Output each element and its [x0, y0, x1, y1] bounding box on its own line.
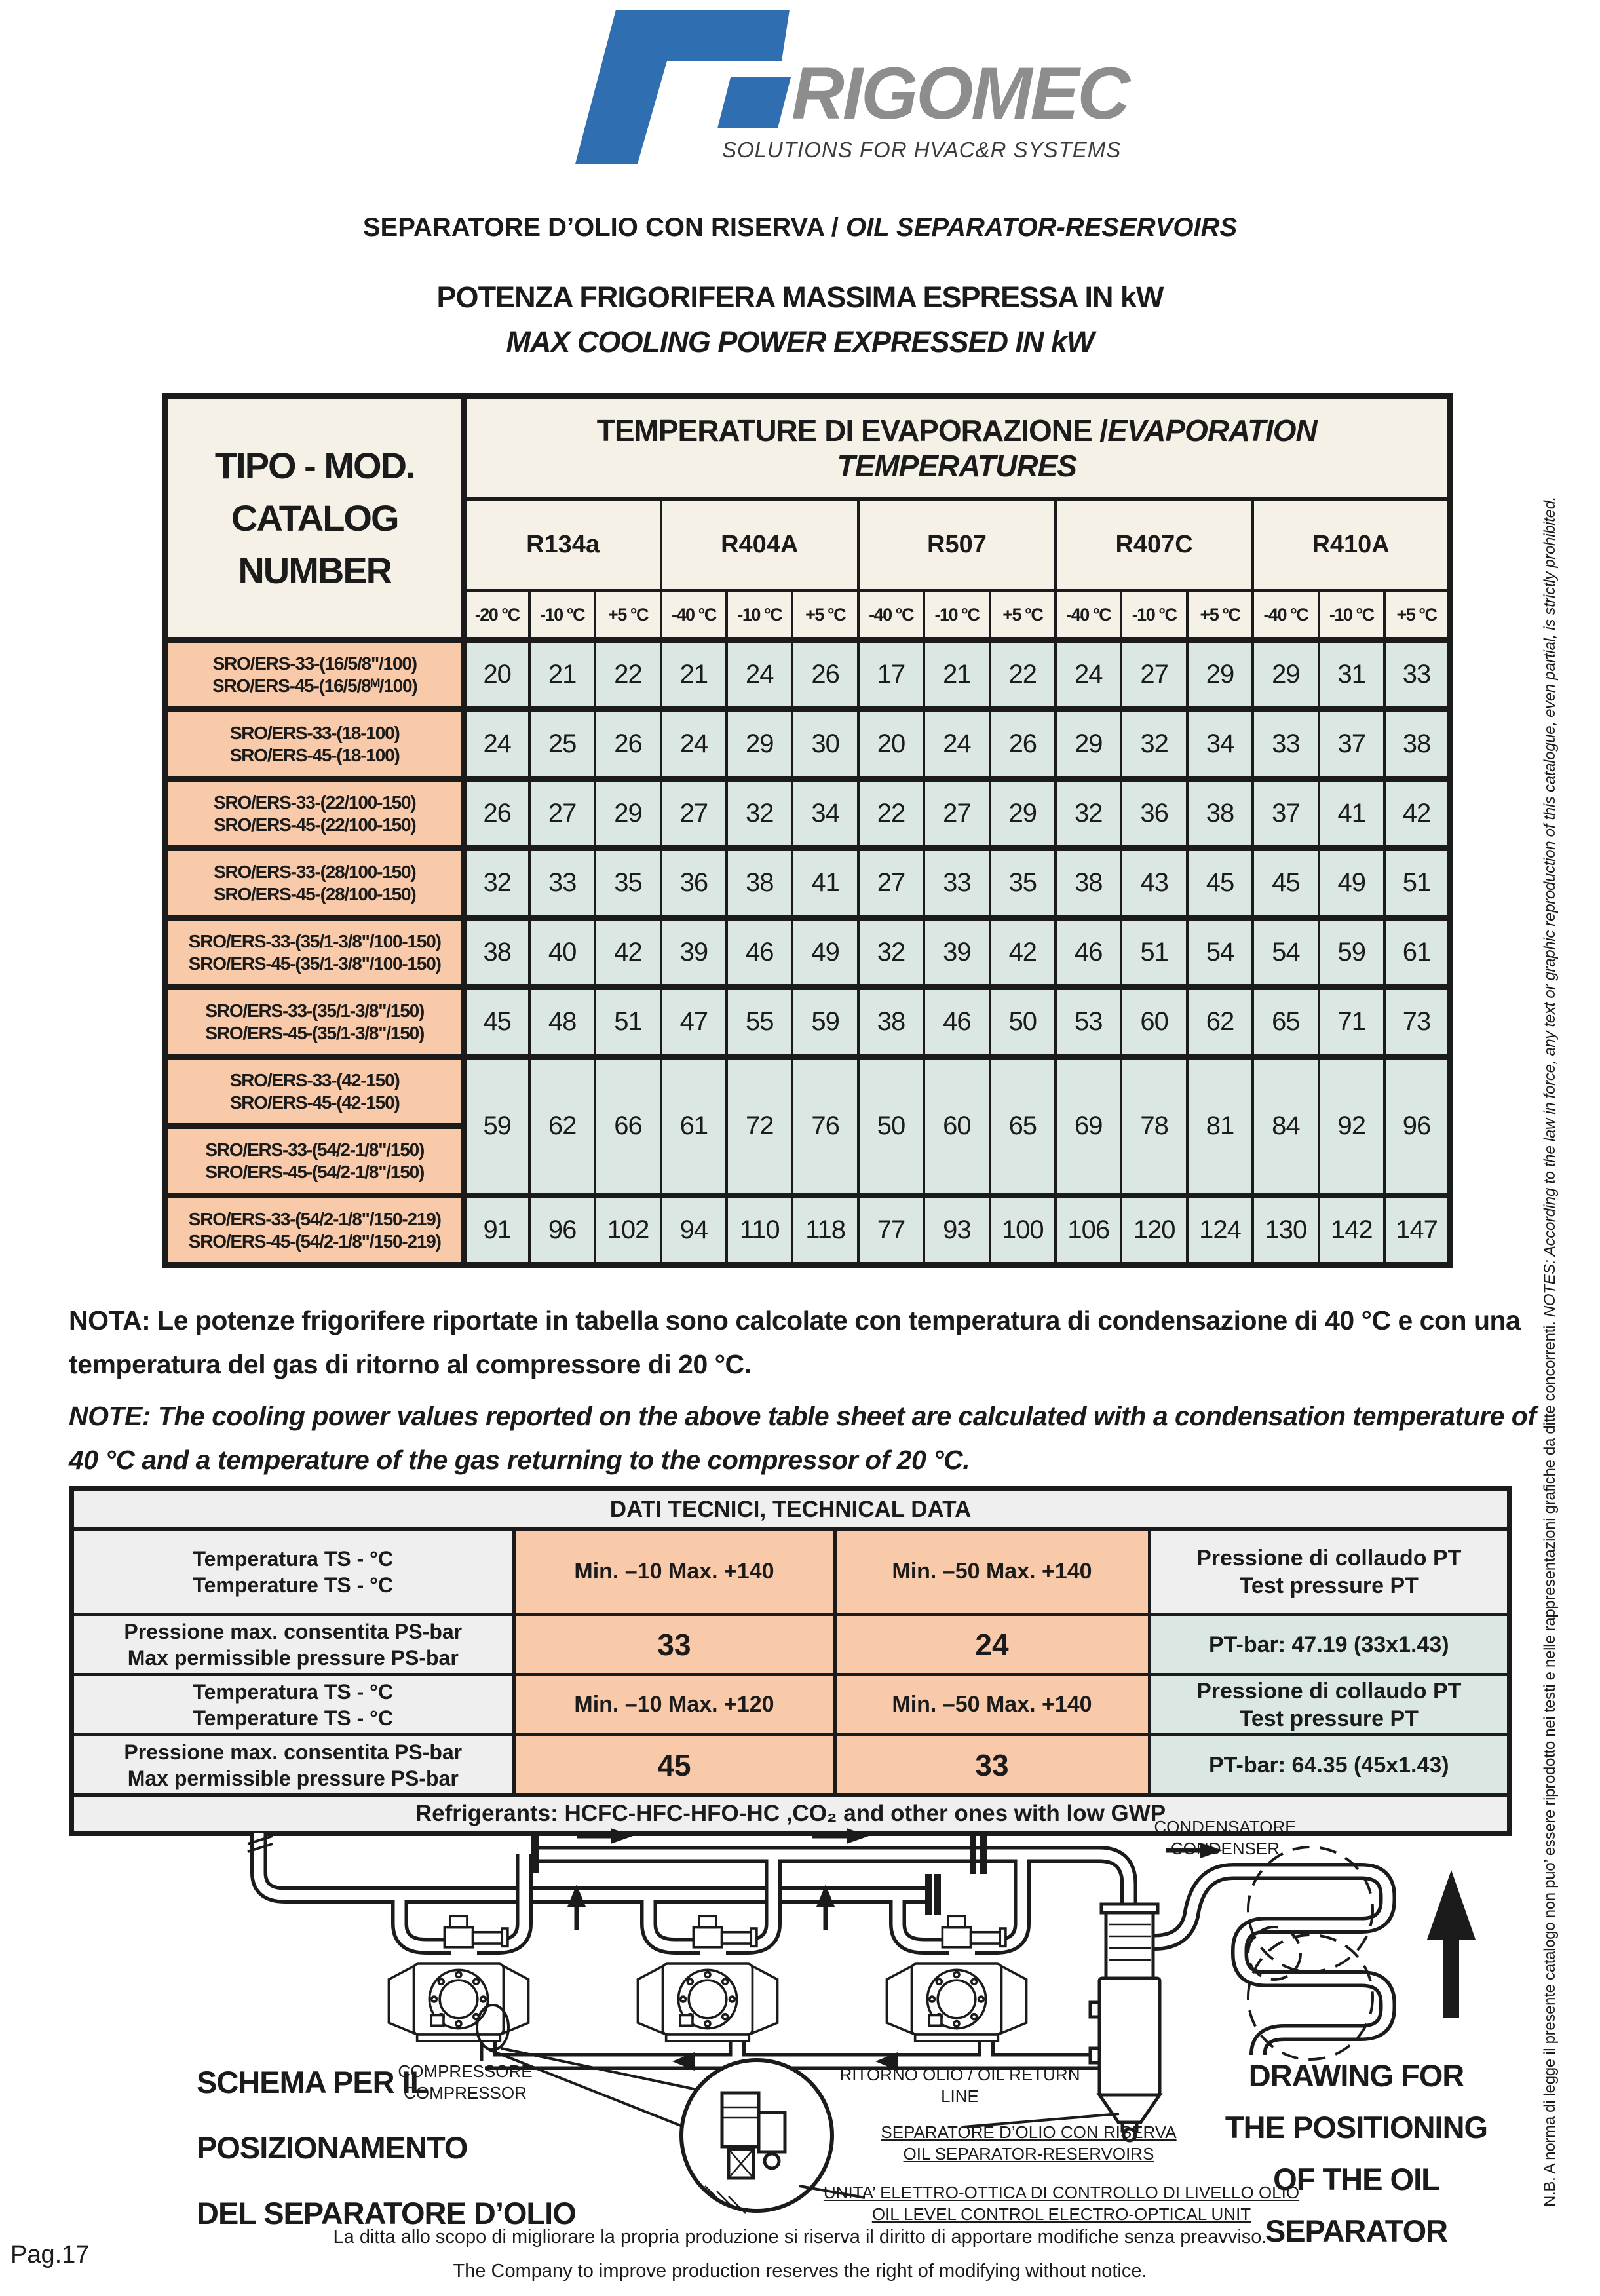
value-cell: 41: [792, 849, 858, 918]
tech-value: 24: [835, 1615, 1149, 1675]
value-cell: 53: [1056, 987, 1121, 1057]
tech-right: PT-bar: 64.35 (45x1.43): [1149, 1735, 1510, 1795]
value-cell: 54: [1253, 918, 1318, 987]
value-cell: 20: [464, 640, 529, 710]
value-cell: 51: [1121, 918, 1187, 987]
value-cell: 40: [529, 918, 595, 987]
value-cell: 77: [858, 1196, 924, 1265]
tech-label: Temperatura TS - °C Temperature TS - °C: [71, 1529, 514, 1615]
evaporation-header: TEMPERATURE DI EVAPORAZIONE /EVAPORATION TEMPERATURES: [464, 396, 1451, 499]
value-cell: 54: [1187, 918, 1253, 987]
value-cell: 21: [529, 640, 595, 710]
value-cell: 96: [529, 1196, 595, 1265]
value-cell: 26: [990, 710, 1056, 779]
value-cell: 43: [1121, 849, 1187, 918]
value-cell: 38: [1187, 779, 1253, 849]
tech-right: Pressione di collaudo PT Test pressure PT: [1149, 1675, 1510, 1735]
copyright-side-note: N.B. A norma di legge il presente catalogo non puo’ essere riprodotto nei testi e nelle rappresentazioni grafiche da ditte concorrenti. NOTES: According to the law in force, any text or graphic reproduction of this catalogue, even partial, is strictly prohibited.: [1541, 496, 1559, 2207]
value-cell: 33: [529, 849, 595, 918]
value-cell: 47: [661, 987, 727, 1057]
tech-value: 33: [514, 1615, 835, 1675]
value-cell: 59: [792, 987, 858, 1057]
corner-header: [166, 396, 464, 640]
oil-return-label: RITORNO OLIO / OIL RETURN LINE: [839, 2065, 1080, 2106]
value-cell: 36: [661, 849, 727, 918]
value-cell: 29: [1187, 640, 1253, 710]
page-title: [0, 213, 1600, 242]
value-cell: 34: [1187, 710, 1253, 779]
model-cell: SRO/ERS-33-(22/100-150) SRO/ERS-45-(22/100-150): [166, 779, 464, 849]
value-cell: 120: [1121, 1196, 1187, 1265]
tech-value: Min. –10 Max. +120: [514, 1675, 835, 1735]
value-cell: 48: [529, 987, 595, 1057]
value-cell: 130: [1253, 1196, 1318, 1265]
value-cell: 32: [1121, 710, 1187, 779]
value-cell: 29: [1253, 640, 1318, 710]
value-cell: 124: [1187, 1196, 1253, 1265]
model-cell: SRO/ERS-33-(28/100-150) SRO/ERS-45-(28/100-150): [166, 849, 464, 918]
value-cell: 25: [529, 710, 595, 779]
model-cell: SRO/ERS-33-(42-150) SRO/ERS-45-(42-150): [166, 1057, 464, 1126]
value-cell: 24: [464, 710, 529, 779]
logo-brand: RIGOMEC: [791, 52, 1129, 134]
separator-label: SEPARATORE D’OLIO CON RISERVA OIL SEPARATOR-RESERVOIRS: [881, 2122, 1177, 2164]
tech-label: Pressione max. consentita PS-bar Max permissible pressure PS-bar: [71, 1615, 514, 1675]
condenser-label: CONDENSATORE CONDENSER: [1154, 1817, 1297, 1858]
value-cell: 93: [924, 1196, 989, 1265]
value-cell: 41: [1319, 779, 1384, 849]
value-cell: 34: [792, 779, 858, 849]
value-cell: 38: [727, 849, 792, 918]
value-cell: 27: [858, 849, 924, 918]
value-cell: 36: [1121, 779, 1187, 849]
value-cell: 72: [727, 1057, 792, 1196]
value-cell: 78: [1121, 1057, 1187, 1196]
value-cell: 27: [529, 779, 595, 849]
value-cell: 76: [792, 1057, 858, 1196]
value-cell: 29: [990, 779, 1056, 849]
value-cell: 55: [727, 987, 792, 1057]
value-cell: 118: [792, 1196, 858, 1265]
value-cell: 39: [661, 918, 727, 987]
refrigerant-r134a: R134a: [464, 499, 661, 591]
value-cell: 46: [1056, 918, 1121, 987]
value-cell: 38: [858, 987, 924, 1057]
value-cell: 33: [1253, 710, 1318, 779]
value-cell: 39: [924, 918, 989, 987]
value-cell: 27: [1121, 640, 1187, 710]
value-cell: 81: [1187, 1057, 1253, 1196]
value-cell: 32: [464, 849, 529, 918]
value-cell: 84: [1253, 1057, 1318, 1196]
refrigerant-r410a: R410A: [1253, 499, 1450, 591]
value-cell: 49: [792, 918, 858, 987]
value-cell: 92: [1319, 1057, 1384, 1196]
value-cell: 31: [1319, 640, 1384, 710]
tech-label: Pressione max. consentita PS-bar Max permissible pressure PS-bar: [71, 1735, 514, 1795]
value-cell: 32: [727, 779, 792, 849]
value-cell: 65: [990, 1057, 1056, 1196]
tech-row: [71, 1615, 1510, 1675]
value-cell: 42: [990, 918, 1056, 987]
value-cell: 35: [990, 849, 1056, 918]
table-row: [166, 987, 1451, 1057]
model-cell: SRO/ERS-33-(35/1-3/8"/100-150) SRO/ERS-45-(35/1-3/8"/100-150): [166, 918, 464, 987]
value-cell: 106: [1056, 1196, 1121, 1265]
subtitle-en: MAX COOLING POWER EXPRESSED IN kW: [506, 325, 1094, 358]
value-cell: 26: [792, 640, 858, 710]
value-cell: 100: [990, 1196, 1056, 1265]
model-cell: SRO/ERS-33-(16/5/8"/100) SRO/ERS-45-(16/5/8ᴹ/100): [166, 640, 464, 710]
value-cell: 73: [1384, 987, 1451, 1057]
tech-label: Temperatura TS - °C Temperature TS - °C: [71, 1675, 514, 1735]
table-row: [166, 779, 1451, 849]
model-cell: SRO/ERS-33-(35/1-3/8"/150) SRO/ERS-45-(35/1-3/8"/150): [166, 987, 464, 1057]
refrigerants-note: Refrigerants: HCFC-HFC-HFO-HC ,CO₂ and other ones with low GWP: [71, 1795, 1510, 1834]
footer-english: The Company to improve production reserves the right of modifying without notice.: [453, 2261, 1147, 2282]
corner-line1: TIPO - MOD.: [214, 444, 415, 486]
value-cell: 69: [1056, 1057, 1121, 1196]
compressor-label: COMPRESSORE COMPRESSOR: [398, 2061, 533, 2103]
value-cell: 29: [1056, 710, 1121, 779]
value-cell: 61: [1384, 918, 1451, 987]
value-cell: 51: [595, 987, 660, 1057]
value-cell: 27: [661, 779, 727, 849]
value-cell: 59: [464, 1057, 529, 1196]
value-cell: 37: [1319, 710, 1384, 779]
tech-value: Min. –10 Max. +140: [514, 1529, 835, 1615]
value-cell: 33: [924, 849, 989, 918]
value-cell: 24: [924, 710, 989, 779]
note-italian: NOTA: Le potenze frigorifere riportate in tabella sono calcolate con temperatura di condensazione di 40 °C e con una temperatura del gas di ritorno al compressore di 20 °C.: [69, 1305, 1521, 1379]
big-up-arrow-icon: [1427, 1870, 1476, 1940]
refrigerant-r507: R507: [858, 499, 1056, 591]
value-cell: 17: [858, 640, 924, 710]
value-cell: 35: [595, 849, 660, 918]
subtitle-it: POTENZA FRIGORIFERA MASSIMA ESPRESSA IN kW: [436, 280, 1164, 314]
value-cell: 38: [464, 918, 529, 987]
page-title-it: SEPARATORE D’OLIO CON RISERVA /: [362, 213, 846, 242]
table-row: [166, 640, 1451, 710]
value-cell: 45: [464, 987, 529, 1057]
tech-right: Pressione di collaudo PT Test pressure PT: [1149, 1529, 1510, 1615]
value-cell: 33: [1384, 640, 1451, 710]
value-cell: 22: [858, 779, 924, 849]
page-title-en: OIL SEPARATOR-RESERVOIRS: [846, 213, 1238, 242]
value-cell: 65: [1253, 987, 1318, 1057]
value-cell: 110: [727, 1196, 792, 1265]
value-cell: 22: [595, 640, 660, 710]
value-cell: 61: [661, 1057, 727, 1196]
page-number: Pag.17: [10, 2241, 90, 2268]
value-cell: 46: [924, 987, 989, 1057]
value-cell: 24: [727, 640, 792, 710]
tech-value: Min. –50 Max. +140: [835, 1675, 1149, 1735]
value-cell: 45: [1253, 849, 1318, 918]
value-cell: 24: [1056, 640, 1121, 710]
value-cell: 46: [727, 918, 792, 987]
tech-value: Min. –50 Max. +140: [835, 1529, 1149, 1615]
value-cell: 96: [1384, 1057, 1451, 1196]
value-cell: 102: [595, 1196, 660, 1265]
value-cell: 29: [595, 779, 660, 849]
value-cell: 51: [1384, 849, 1451, 918]
model-cell: SRO/ERS-33-(54/2-1/8"/150) SRO/ERS-45-(54/2-1/8"/150): [166, 1126, 464, 1196]
value-cell: 20: [858, 710, 924, 779]
value-cell: 142: [1319, 1196, 1384, 1265]
value-cell: 27: [924, 779, 989, 849]
value-cell: 21: [924, 640, 989, 710]
value-cell: 45: [1187, 849, 1253, 918]
value-cell: 38: [1384, 710, 1451, 779]
value-cell: 71: [1319, 987, 1384, 1057]
value-cell: 59: [1319, 918, 1384, 987]
value-cell: 60: [1121, 987, 1187, 1057]
table-row: [166, 849, 1451, 918]
refrigerant-r404a: R404A: [661, 499, 858, 591]
value-cell: 42: [1384, 779, 1451, 849]
logo-tagline: SOLUTIONS FOR HVAC&R SYSTEMS: [722, 138, 1122, 162]
value-cell: 91: [464, 1196, 529, 1265]
value-cell: 50: [858, 1057, 924, 1196]
value-cell: 37: [1253, 779, 1318, 849]
schema-caption: SCHEMA PER IL POSIZIONAMENTO DEL SEPARATORE D’OLIO: [197, 2065, 576, 2230]
value-cell: 62: [1187, 987, 1253, 1057]
table-row: [166, 710, 1451, 779]
value-cell: 29: [727, 710, 792, 779]
footer-italian: La ditta allo scopo di migliorare la propria produzione si riserva il diritto di apportare modifiche senza preavviso.: [333, 2227, 1267, 2248]
value-cell: 22: [990, 640, 1056, 710]
note-english: NOTE: The cooling power values reported on the above table sheet are calculated with a condensation temperature of 40 °C and a temperature of the gas returning to the compressor of 20 °C.: [69, 1401, 1536, 1475]
value-cell: 21: [661, 640, 727, 710]
value-cell: 66: [595, 1057, 660, 1196]
value-cell: 50: [990, 987, 1056, 1057]
corner-line2: CATALOG NUMBER: [231, 497, 398, 591]
value-cell: 147: [1384, 1196, 1451, 1265]
value-cell: 30: [792, 710, 858, 779]
tech-value: 45: [514, 1735, 835, 1795]
value-cell: 32: [858, 918, 924, 987]
model-cell: SRO/ERS-33-(54/2-1/8"/150-219) SRO/ERS-45-(54/2-1/8"/150-219): [166, 1196, 464, 1265]
value-cell: 94: [661, 1196, 727, 1265]
tech-value: 33: [835, 1735, 1149, 1795]
tech-row: [71, 1735, 1510, 1795]
tech-right: PT-bar: 47.19 (33x1.43): [1149, 1615, 1510, 1675]
cooling-power-table: [162, 393, 1453, 1268]
temperature-row: -20 °C -10 °C +5 °C -40 °C -10 °C +5 °C -40 °C -10 °C +5 °C -40 °C -10 °C +5 °C -40 °C -10 °C +5 °C: [166, 591, 1451, 640]
value-cell: 60: [924, 1057, 989, 1196]
value-cell: 26: [464, 779, 529, 849]
model-cell: SRO/ERS-33-(18-100) SRO/ERS-45-(18-100): [166, 710, 464, 779]
technical-data-table: [69, 1486, 1512, 1836]
table-row: [166, 918, 1451, 987]
value-cell: 49: [1319, 849, 1384, 918]
value-cell: 38: [1056, 849, 1121, 918]
tech-table-header: DATI TECNICI, TECHNICAL DATA: [71, 1489, 1510, 1529]
value-cell: 32: [1056, 779, 1121, 849]
table-row: [166, 1057, 1451, 1126]
table-row: [166, 1196, 1451, 1265]
value-cell: 26: [595, 710, 660, 779]
refrigerant-r407c: R407C: [1056, 499, 1253, 591]
value-cell: 42: [595, 918, 660, 987]
drawing-caption: DRAWING FOR THE POSITIONING OF THE OIL SEPARATOR: [1225, 2058, 1488, 2248]
tech-row: [71, 1529, 1510, 1615]
value-cell: 62: [529, 1057, 595, 1196]
tech-row: [71, 1675, 1510, 1735]
optical-unit-label: UNITA’ ELETTRO-OTTICA DI CONTROLLO DI LIVELLO OLIO OIL LEVEL CONTROL ELECTRO-OPTICAL UNIT: [823, 2183, 1300, 2224]
value-cell: 24: [661, 710, 727, 779]
